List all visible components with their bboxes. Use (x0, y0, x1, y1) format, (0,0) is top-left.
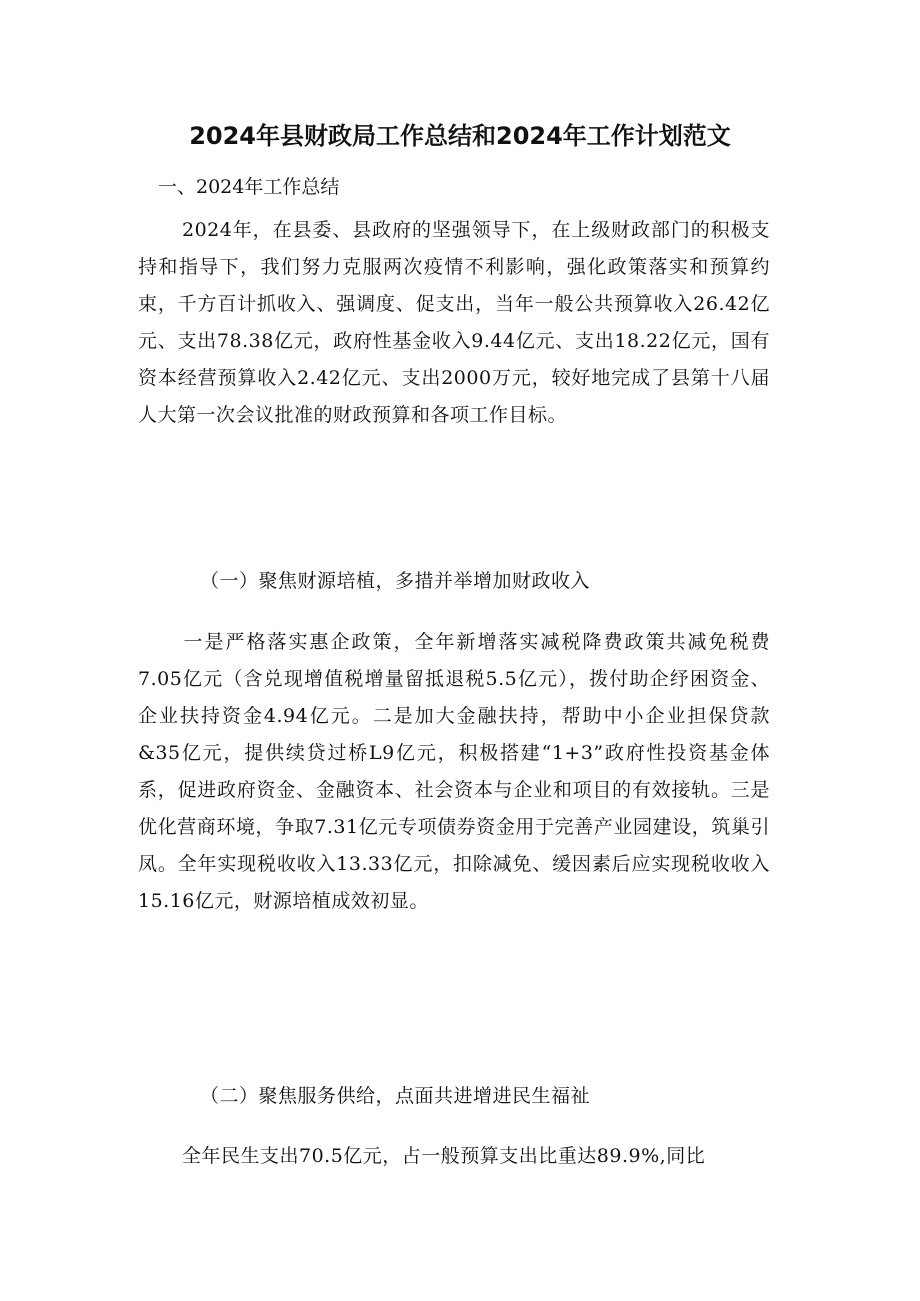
subsection-heading-revenue: （一）聚焦财源培植，多措并举增加财政收入 (200, 570, 591, 592)
revenue-paragraph (138, 624, 770, 1044)
revenue-paragraph-text: 一是严格落实惠企政策，全年新增落实减税降费政策共减免税费7.05亿元（含兑现增值税增量留抵退税5.5亿元），拨付助企纾困资金、企业扶持资金4.94亿元。二是加大金融扶持，帮助中小企业担保贷款&35亿元，提供续贷过桥L9亿元，积极搭建“1+3”政府性投资基金体系，促进政府资金、金融资本、社会资本与企业和项目的有效接轨。三是优化营商环境，争取7.31亿元专项债券资金用于完善产业园建设，筑巢引凤。全年实现税收收入13.33亿元，扣除减免、缓因素后应实现税收收入15.16亿元，财源培植成效初显。 (138, 631, 770, 912)
livelihood-paragraph (138, 1138, 770, 1188)
document-title: 2024年县财政局工作总结和2024年工作计划范文 (189, 122, 731, 150)
subsection-heading-livelihood: （二）聚焦服务供给，点面共进增进民生福祉 (200, 1085, 591, 1107)
livelihood-paragraph-text: 全年民生支出70.5亿元，占一般预算支出比重达89.9%,同比 (182, 1145, 706, 1167)
section-heading-work-summary: 一、2024年工作总结 (158, 176, 340, 198)
intro-paragraph-text: 2024年，在县委、县政府的坚强领导下，在上级财政部门的积极支持和指导下，我们努力克服两次疫情不利影响，强化政策落实和预算约束，千方百计抓收入、强调度、促支出，当年一般公共预算收入26.42亿元、支出78.38亿元，政府性基金收入9.44亿元、支出18.22亿元，国有资本经营预算收入2.42亿元、支出2000万元，较好地完成了县第十八届人大第一次会议批准的财政预算和各项工作目标。 (138, 219, 770, 426)
intro-paragraph (138, 212, 770, 552)
